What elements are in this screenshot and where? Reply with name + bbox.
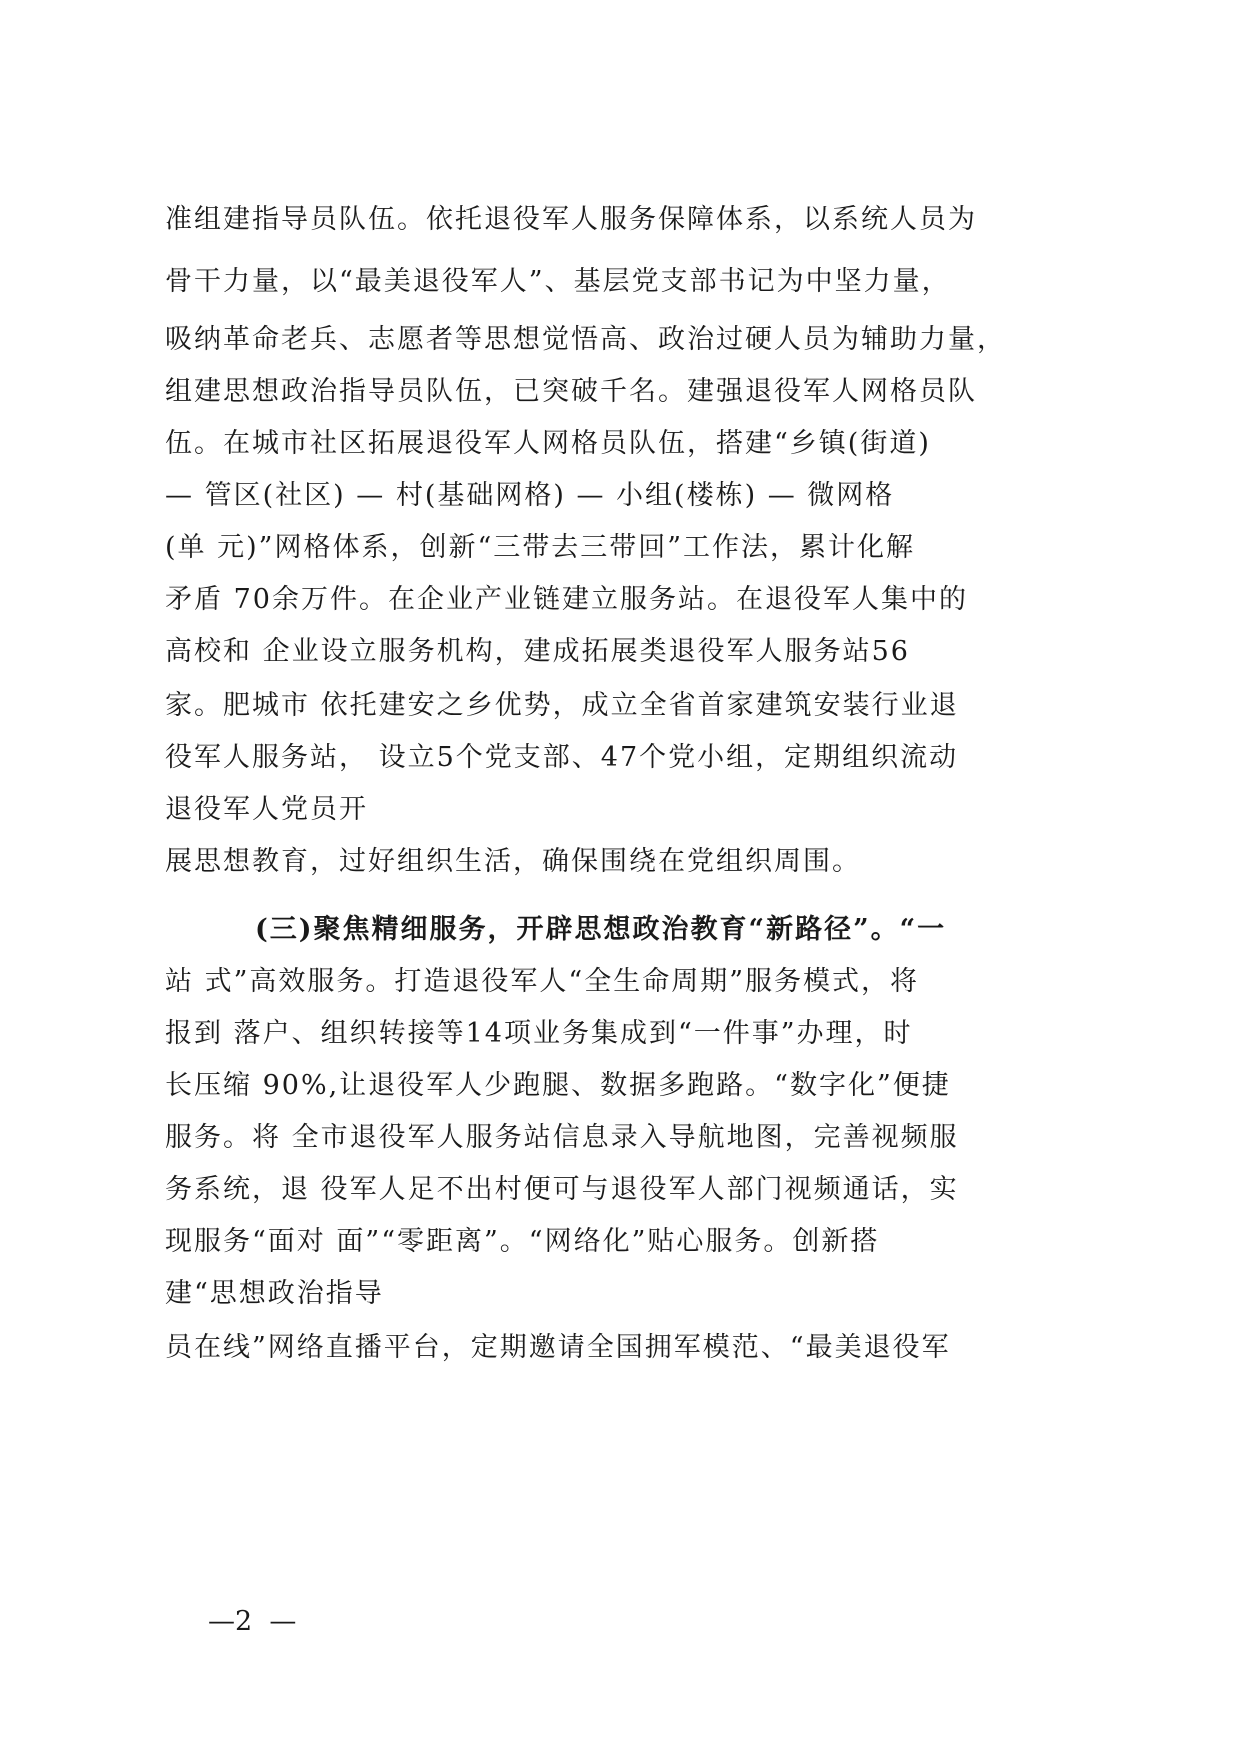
text-line: 组建思想政治指导员队伍，已突破千名。建强退役军人网格员队: [165, 376, 977, 407]
text-line: 展思想教育，过好组织生活，确保围绕在党组织周围。: [165, 846, 861, 877]
text-line: 高校和 企业设立服务机构，建成拓展类退役军人服务站56: [165, 636, 910, 667]
text-line: 骨干力量，以“最美退役军人”、基层党支部书记为中坚力量，: [165, 266, 951, 297]
text-line: (单 元)”网格体系，创新“三带去三带回”工作法，累计化解: [165, 532, 916, 563]
text-line: 役军人服务站， 设立5个党支部、47个党小组，定期组织流动: [165, 742, 959, 773]
text-line: 建“思想政治指导: [165, 1278, 384, 1309]
text-line: 站 式”高效服务。打造退役军人“全生命周期”服务模式，将: [165, 966, 919, 997]
text-line: 现服务“面对 面”“零距离”。“网络化”贴心服务。创新搭: [165, 1226, 880, 1257]
text-line: 员在线”网络直播平台，定期邀请全国拥军模范、“最美退役军: [165, 1332, 951, 1363]
text-line: 伍。在城市社区拓展退役军人网格员队伍，搭建“乡镇(街道): [165, 428, 931, 459]
section-heading: (三)聚焦精细服务，开辟思想政治教育“新路径”。“一: [255, 914, 947, 945]
text-line: 家。肥城市 依托建安之乡优势，成立全省首家建筑安装行业退: [165, 690, 959, 721]
text-line: 报到 落户、组织转接等14项业务集成到“一件事”办理，时: [165, 1018, 913, 1049]
text-line: 退役军人党员开: [165, 794, 368, 825]
text-line: 矛盾 70余万件。在企业产业链建立服务站。在退役军人集中的: [165, 584, 968, 615]
text-line: — 管区(社区) — 村(基础网格) — 小组(楼栋) — 微网格: [165, 480, 895, 511]
text-line: 务系统，退 役军人足不出村便可与退役军人部门视频通话，实: [165, 1174, 959, 1205]
text-line: 长压缩 90%,让退役军人少跑腿、数据多跑路。“数字化”便捷: [165, 1070, 951, 1101]
text-line: 服务。将 全市退役军人服务站信息录入导航地图，完善视频服: [165, 1122, 959, 1153]
text-line: 准组建指导员队伍。依托退役军人服务保障体系，以系统人员为: [165, 204, 977, 235]
text-line: 吸纳革命老兵、志愿者等思想觉悟高、政治过硬人员为辅助力量，: [165, 324, 1006, 355]
page-number: —2 —: [208, 1606, 297, 1637]
